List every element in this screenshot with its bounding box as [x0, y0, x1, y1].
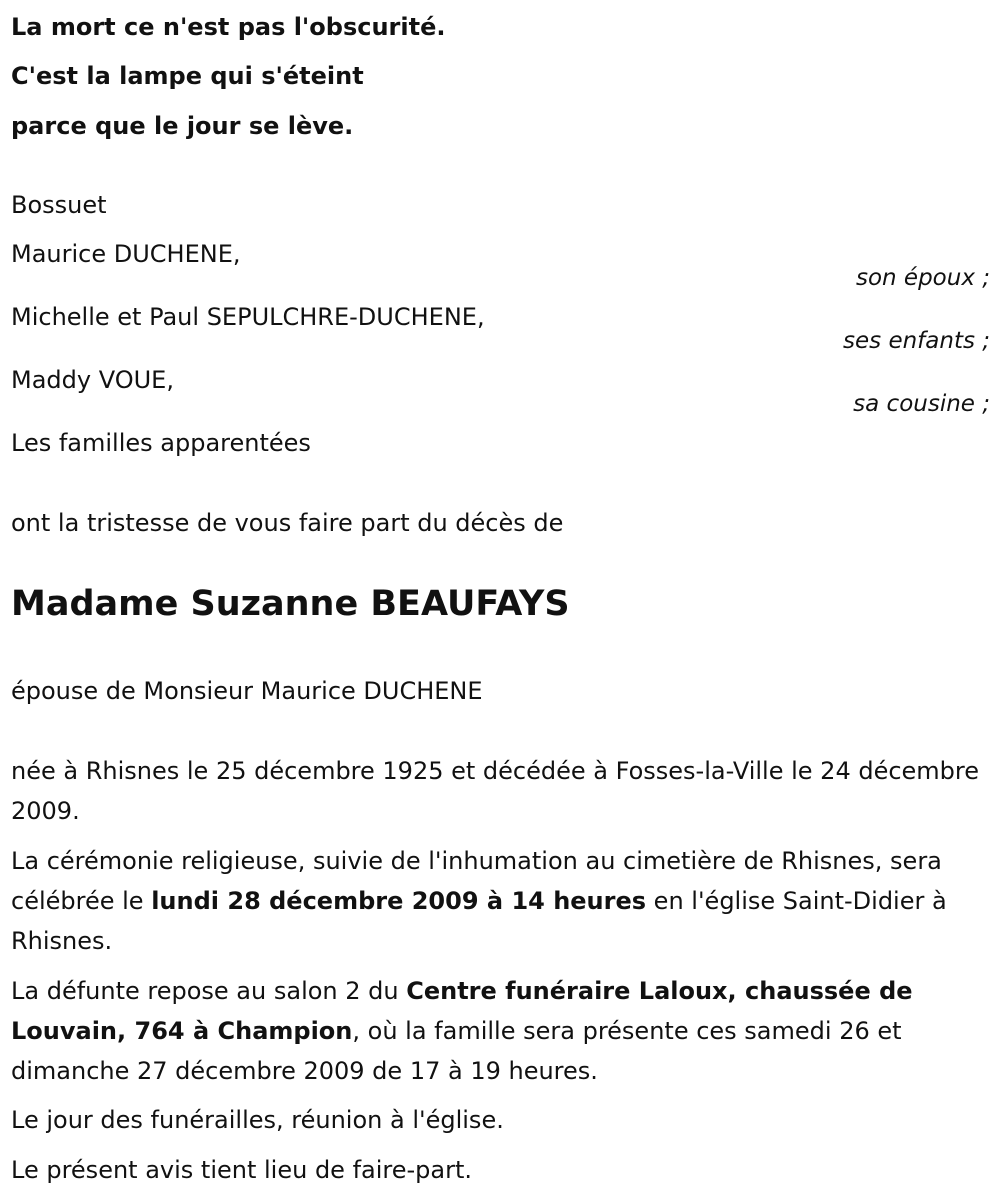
announcement-text: ont la tristesse de vous faire part du décès de	[11, 509, 564, 537]
family-member-role: son époux ;	[855, 265, 990, 291]
quote-line-1: La mort ce n'est pas l'obscurité.	[11, 13, 446, 41]
family-member-name: Maddy VOUE,	[11, 366, 174, 394]
ceremony-paragraph	[11, 841, 986, 961]
repose-visiting-hours: , où la famille sera présente ces samedi 26 et dimanche 27 décembre 2009 de 17 à 19 heures.	[11, 1017, 902, 1085]
repose-paragraph	[11, 971, 986, 1091]
family-member-name: Les familles apparentées	[11, 429, 311, 457]
quote-author: Bossuet	[11, 191, 107, 219]
family-member-role: sa cousine ;	[853, 391, 990, 417]
funeral-center-address: Centre funéraire Laloux, chaussée de Louvain, 764 à Champion	[11, 977, 913, 1045]
family-member-role: ses enfants ;	[843, 328, 990, 354]
quote-line-3: parce que le jour se lève.	[11, 112, 354, 140]
ceremony-date: lundi 28 décembre 2009 à 14 heures	[151, 887, 647, 915]
birth-death-paragraph: née à Rhisnes le 25 décembre 1925 et décédée à Fosses-la-Ville le 24 décembre 2009.	[11, 757, 980, 825]
ceremony-text: La cérémonie religieuse, suivie de l'inhumation au cimetière de Rhisnes, sera célébrée le	[11, 847, 942, 915]
family-member-name: Michelle et Paul SEPULCHRE-DUCHENE,	[11, 303, 485, 331]
funeral-day-paragraph: Le jour des funérailles, réunion à l'église.	[11, 1106, 504, 1134]
deceased-spouse: épouse de Monsieur Maurice DUCHENE	[11, 677, 483, 705]
family-member-name: Maurice DUCHENE,	[11, 240, 241, 268]
notice-paragraph: Le présent avis tient lieu de faire-part.	[11, 1156, 473, 1184]
repose-text: La défunte repose au salon 2 du	[11, 977, 407, 1005]
quote-line-2: C'est la lampe qui s'éteint	[11, 62, 364, 90]
ceremony-location: en l'église Saint-Didier à Rhisnes.	[11, 887, 947, 955]
deceased-name: Madame Suzanne BEAUFAYS	[11, 584, 570, 624]
